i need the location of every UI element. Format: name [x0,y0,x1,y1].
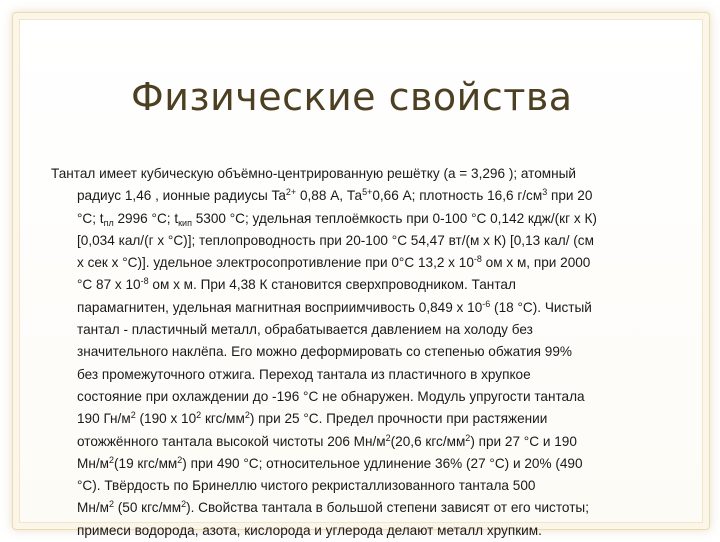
text-run: (190 х 10 [135,411,197,427]
text-run: значительного наклёпа. Его можно деформировать со степенью обжатия 99% [77,344,573,360]
text-run: 2996 °C; t [113,210,179,226]
text-run: (18 °С). Чистый [490,299,592,315]
text-run: тантал - пластичный металл, обрабатывается давлением на холоду без [77,322,533,338]
superscript: 3 [542,187,548,198]
text-run: парамагнитен, удельная магнитная восприимчивость 0,849 х 10 [77,299,483,315]
text-line [51,431,703,453]
subscript: пл [103,217,114,228]
slide-body-text [51,163,703,542]
superscript: -8 [140,276,149,287]
text-run: °С; t [77,210,104,226]
text-run: Мн/м [77,500,109,516]
slide-title: Физические свойства [131,75,573,119]
text-run: ом х м, при 2000 [481,255,591,271]
superscript: -8 [473,254,482,265]
superscript: 2 [130,410,136,421]
superscript: 2 [465,432,471,443]
text-run: ) при 27 °С и 190 [470,433,577,449]
text-run: ) при 490 °С; относительное удлинение 36% (27 °С) и 20% (490 [182,455,583,471]
text-run: [0,034 кал/(г х °С)]; теплопроводность при 20-100 °С 54,47 вт/(м х К) [0,13 кал/ (см [77,232,594,248]
text-run: при 20 [547,188,593,204]
text-line [51,497,703,519]
superscript: 2 [244,410,250,421]
text-run: °С 87 х 10 [77,277,141,293]
text-line [51,163,703,185]
text-run: отожжённого тантала высокой чистоты 206 Мн/м [77,433,386,449]
subscript: кип [178,217,192,228]
text-line [51,319,703,341]
text-run: 0,88 А, Та [296,188,363,204]
text-line [51,475,703,497]
text-run: (50 кгс/мм [113,500,182,516]
superscript: 2+ [285,187,297,198]
text-run: °С). Твёрдость по Бринеллю чистого рекристаллизованного тантала 500 [77,478,536,494]
text-run: состояние при охлаждении до -196 °С не обнаружен. Модуль упругости тантала [77,388,585,404]
text-line [51,520,703,542]
text-run: 190 Гн/м [77,411,131,427]
text-run: 5300 °C; удельная теплоёмкость при 0-100 °С 0,142 кдж/(кг х К) [191,210,597,226]
text-line [51,453,703,475]
text-run: имеет кубическую объёмно-центрированную решётку (а = 3,296 ); атомный [95,166,577,181]
superscript: 2 [196,410,202,421]
text-line [51,364,703,386]
text-line [51,274,703,296]
text-line [51,208,703,230]
superscript: 2 [181,499,187,510]
text-run: ) при 25 °С. Предел прочности при растяжении [249,411,548,427]
text-line [51,386,703,408]
superscript: 2 [385,432,391,443]
superscript: 5+ [362,187,373,198]
text-line [51,252,703,274]
text-run: без промежуточного отжига. Переход тантала из пластичного в хрупкое [77,366,531,382]
superscript: 2 [108,499,114,510]
text-run: кгс/мм [201,411,245,427]
text-run: Тантал [51,166,96,181]
superscript: 2 [177,454,183,465]
slide [12,12,710,538]
text-run: примеси водорода, азота, кислорода и углерода делают металл хрупким. [77,522,542,538]
superscript: 2 [108,454,114,465]
text-run: (19 кгс/мм [113,455,178,471]
text-run: Мн/м [77,455,109,471]
text-run: (20,6 кгс/мм [390,433,466,449]
text-run: ). Свойства тантала в большой степени зависят от его чистоты; [186,500,589,516]
superscript: -6 [482,298,491,309]
text-run: 0,66 А; плотность 16,6 г/см [372,188,543,204]
text-line [51,341,703,363]
text-line [51,408,703,430]
text-line [51,230,703,252]
text-line [51,297,703,319]
text-run: х сек х °С)]. удельное электросопротивление при 0°С 13,2 х 10 [77,255,474,271]
text-run: радиус 1,46 , ионные радиусы Ta [77,188,286,204]
text-line [51,185,703,207]
text-run: ом х м. При 4,38 К становится сверхпроводником. Тантал [148,277,516,293]
